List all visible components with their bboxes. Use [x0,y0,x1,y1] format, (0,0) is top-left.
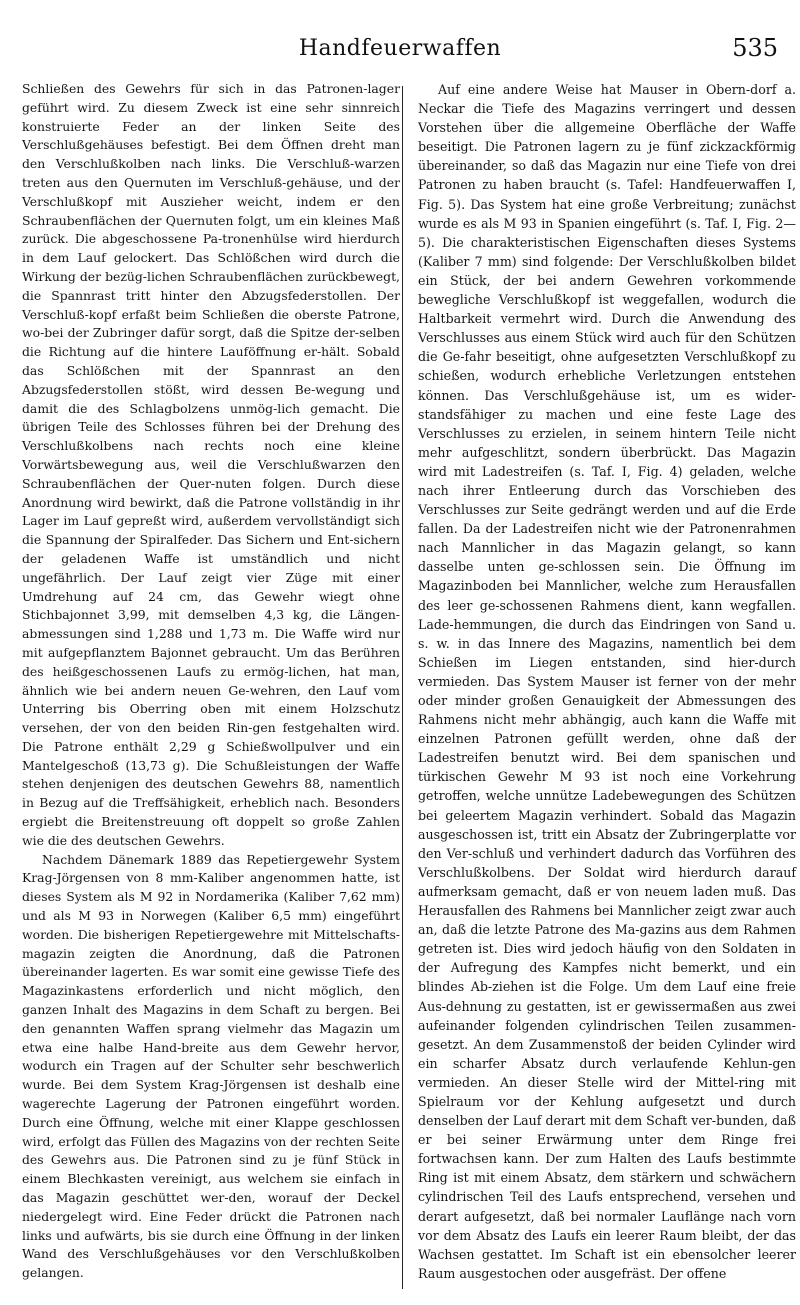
left-column [22,80,400,1283]
paragraph: Auf eine andere Weise hat Mauser in Obern-dorf a. Neckar die Tiefe des Magazins verringert und dessen Vorstehen über die allgemeine Oberfläche der Waffe beseitigt. Die Patronen lagern zu je fünf zickzackförmig übereinander, so daß das Magazin nur eine Tiefe von drei Patronen zu haben braucht (s. Tafel: Handfeuerwaffen I, Fig. 5). Das System hat eine große Verbreitung; zunächst wurde es als M 93 in Spanien eingeführt (s. Taf. I, Fig. 2—5). Die charakteristischen Eigenschaften dieses Systems (Kaliber 7 mm) sind folgende: Der Verschlußkolben bildet ein Stück, der bei andern Gewehren vorkommende bewegliche Verschlußkopf ist weggefallen, wodurch die Haltbarkeit vermehrt wird. Durch die Anwendung des Verschlusses aus einem Stück wird auch für den Schützen die Ge-fahr beseitigt, ohne aufgesetzten Verschlußkopf zu schießen, wodurch erhebliche Verletzungen entstehen können. Das Verschlußgehäuse ist, um es wider-standsfähiger zu machen und eine feste Lage des Verschlusses zu erzielen, in seinem hintern Teile nicht mehr aufgeschlitzt, sondern überbrückt. Das Magazin wird mit Ladestreifen (s. Taf. I, Fig. 4) geladen, welche nach ihrer Entleerung durch das Vorschieben des Verschlusses zur Seite gedrängt werden und auf die Erde fallen. Da der Ladestreifen nicht wie der Patronenrahmen nach Mannlicher in das Magazin gelangt, so kann dasselbe unten ge-schlossen sein. Die Öffnung im Magazinboden bei Mannlicher, welche zum Herausfallen des leer ge-schossenen Rahmens dient, kann wegfallen. Lade-hemmungen, die durch das Eindringen von Sand u. s. w. in das Innere des Magazins, namentlich bei dem Schießen im Liegen entstanden, sind hier-durch vermieden. Das System Mauser ist ferner von der mehr oder minder großen Genauigkeit der Abmessungen des Rahmens nicht mehr abhängig, auch kann die Waffe mit einzelnen Patronen gefüllt werden, ohne daß der Ladestreifen benutzt wird. Bei dem spanischen und türkischen Gewehr M 93 ist noch eine Vorkehrung getroffen, welche unnütze Ladebewegungen des Schützen bei geleertem Magazin verhindert. Sobald das Magazin ausgeschossen ist, tritt ein Absatz der Zubringerplatte vor den Ver-schluß und verhindert dadurch das Vorführen des Verschlußkolbens. Der Soldat wird hierdurch darauf aufmerksam gemacht, daß er von neuem laden muß. Das Herausfallen des Rahmens bei Mannlicher zeigt zwar auch an, daß die letzte Patrone des Ma-gazins aus dem Rahmen getreten ist. Dies wird jedoch häufig von den Soldaten in der Aufregung des Kampfes nicht bemerkt, und ein blindes Ab-ziehen ist die Folge. Um dem Lauf eine freie Aus-dehnung zu gestatten, ist er gewissermaßen aus zwei aufeinander folgenden cylindrischen Teilen zusammen-gesetzt. An dem Zusammenstoß der beiden Cylinder wird ein scharfer Absatz durch verlaufende Kehlun-gen vermieden. An dieser Stelle wird der Mittel-ring mit Spielraum vor der Kehlung aufgesetzt und durch denselben der Lauf derart mit dem Schaft ver-bunden, daß er bei seiner Erwärmung unter dem Ringe frei fortwachsen kann. Der zum Halten des Laufs bestimmte Ring ist mit einem Absatz, dem stärkern und schwächern cylindrischen Teil des Laufs entsprechend, versehen und derart aufgesetzt, daß bei normaler Lauflänge nach vorn vor dem Absatz des Laufs ein leerer Raum bleibt, der das Wachsen gestattet. Im Schaft ist ein ebensolcher leerer Raum ausgestochen oder ausgefräst. Der offene [418,82,796,1281]
paragraph: Schließen des Gewehrs für sich in das Patronen-lager geführt wird. Zu diesem Zweck ist eine sehr sinnreich konstruierte Feder an der linken Seite des Verschlußgehäuses befestigt. Bei dem Öffnen dreht man den Verschlußkolben nach links. Die Verschluß-warzen treten aus den Quernuten im Verschluß-gehäuse, und der Verschlußkopf mit Auszieher weicht, indem er den Schraubenflächen der Quernuten folgt, um ein kleines Maß zurück. Die abgeschossene Pa-tronenhülse wird hierdurch in dem Lauf gelockert. Das Schlößchen wird durch die Wirkung der bezüg-lichen Schraubenflächen zurückbewegt, die Spannrast tritt hinter den Abzugsfederstollen. Der Verschluß-kopf erfaßt beim Schließen die oberste Patrone, wo-bei der Zubringer dafür sorgt, daß die Spitze der-selben die Richtung auf die hintere Lauföffnung er-hält. Sobald das Schlößchen mit der Spannrast an den Abzugsfederstollen stößt, wird dessen Be-wegung und damit die des Schlagbolzens unmög-lich gemacht. Die übrigen Teile des Schlosses führen bei der Drehung des Verschlußkolbens nach rechts noch eine kleine Vorwärtsbewegung aus, weil die Verschlußwarzen den Schraubenflächen der Quer-nuten folgen. Durch diese Anordnung wird bewirkt, daß die Patrone vollständig in ihr Lager im Lauf gepreßt wird, außerdem vervollständigt sich die Spannung der Spiralfeder. Das Sichern und Ent-sichern der geladenen Waffe ist umständlich und nicht ungefährlich. Der Lauf zeigt vier Züge mit einer Umdrehung auf 24 cm, das Gewehr wiegt ohne Stichbajonnet 3,99, mit demselben 4,3 kg, die Längen-abmessungen sind 1,288 und 1,73 m. Die Waffe wird nur mit aufgepflanztem Bajonnet gebraucht. Um das Berühren des heißgeschossenen Laufs zu ermög-lichen, hat man, ähnlich wie bei andern neuen Ge-wehren, den Lauf vom Unterring bis Oberring oben mit einem Holzschutz versehen, der von den beiden Rin-gen festgehalten wird. Die Patrone enthält 2,29 g Schießwollpulver und ein Mantelgeschoß (13,73 g). Die Schußleistungen der Waffe stehen denjenigen des deutschen Gewehrs 88, namentlich in Bezug auf die Treffsähigkeit, erheblich nach. Besonders ergiebt die Breitenstreuung oft doppelt so große Zahlen wie die des deutschen Gewehrs. [22,81,400,848]
page-header [22,30,778,70]
right-column [418,80,796,1283]
page-number: 535 [732,34,778,62]
running-title: Handfeuerwaffen [298,36,502,61]
column-divider [402,86,403,1289]
paragraph: Nachdem Dänemark 1889 das Repetiergewehr System Krag-Jörgensen von 8 mm-Kaliber angenommen hatte, ist dieses System als M 92 in Nordamerika (Kaliber 7,62 mm) und als M 93 in Norwegen (Kaliber 6,5 mm) eingeführt worden. Die bisherigen Repetiergewehre mit Mittelschafts-magazin zeigten die Anordnung, daß die Patronen übereinander lagerten. Es war somit eine gewisse Tiefe des Magazinkastens erforderlich und nicht möglich, den ganzen Inhalt des Magazins in dem Schaft zu bergen. Bei den genannten Waffen sprang vielmehr das Magazin um etwa eine halbe Hand-breite aus dem Gewehr hervor, wodurch ein Tragen auf der Schulter sehr beschwerlich wurde. Bei dem System Krag-Jörgensen ist deshalb eine wagerechte Lagerung der Patronen eingeführt worden. Durch eine Öffnung, welche mit einer Klappe geschlossen wird, erfolgt das Füllen des Magazins von der rechten Seite des Gewehrs aus. Die Patronen sind zu je fünf Stück in einem Blechkasten vereinigt, aus welchem sie einfach in das Magazin geschüttet wer-den, worauf der Deckel niedergelegt wird. Eine Feder drückt die Patronen nach links und aufwärts, bis sie durch eine Öffnung in der linken Wand des Verschlußgehäuses vor den Verschlußkolben gelangen. [22,851,400,1281]
